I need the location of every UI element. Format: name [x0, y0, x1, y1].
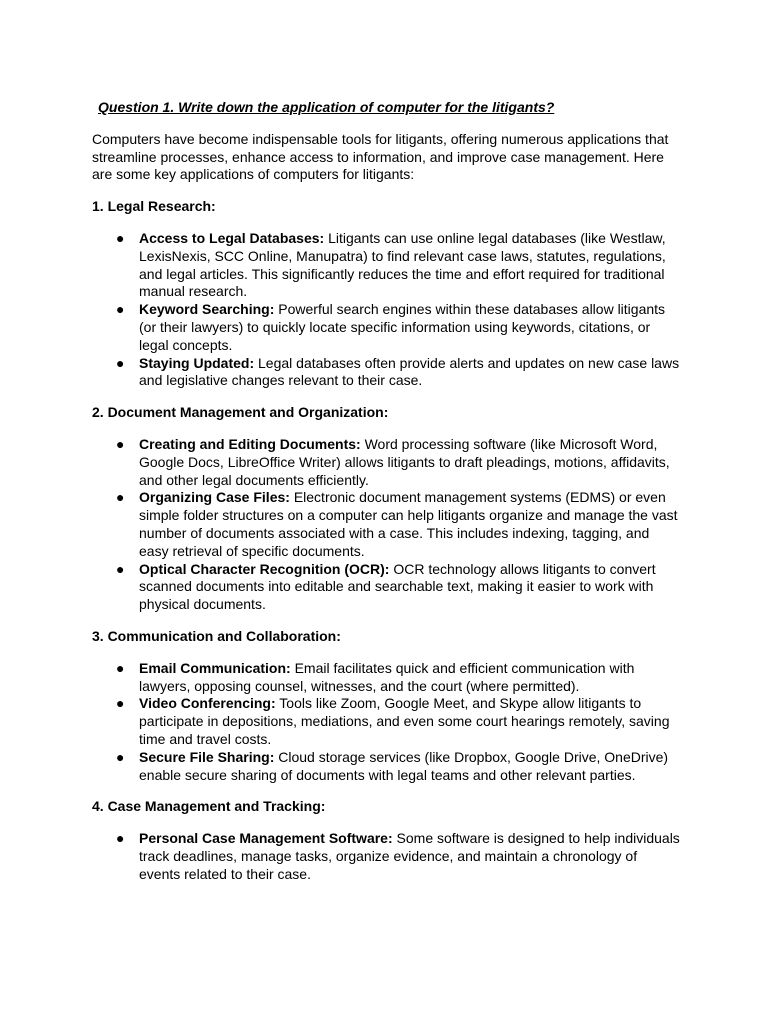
section-heading: 4. Case Management and Tracking: [92, 798, 326, 815]
list-item [92, 355, 682, 391]
list-item [92, 830, 682, 883]
item-title: Optical Character Recognition (OCR): [139, 560, 390, 577]
item-title: Staying Updated: [139, 354, 255, 371]
item-title: Secure File Sharing: [139, 748, 275, 765]
bullet-icon: ● [116, 435, 125, 452]
item-title: Email Communication: [139, 659, 291, 676]
item-text: Cloud storage services (like Dropbox, Google Drive, OneDrive) enable secure sharing of documents with legal teams and other relevant parties. [139, 748, 669, 783]
list-item [92, 561, 682, 614]
section-heading: 3. Communication and Collaboration: [92, 627, 341, 644]
bullet-icon: ● [116, 695, 125, 712]
section [92, 628, 682, 784]
bullet-icon: ● [116, 659, 125, 676]
item-title: Video Conferencing: [139, 695, 276, 712]
list-item [92, 660, 682, 696]
list-item [92, 230, 682, 301]
bullet-icon: ● [116, 560, 125, 577]
item-text: Electronic document management systems (EDMS) or even simple folder structures on a computer can help litigants organize and manage the vast number of documents associated with a case. This includes indexing, tagging, and easy retrieval of specific documents. [139, 489, 678, 559]
section [92, 798, 682, 883]
list-item [92, 695, 682, 748]
list-item [92, 301, 682, 354]
intro-paragraph: Computers have become indispensable tools for litigants, offering numerous applications that streamline processes, enhance access to information, and improve case management. Here are some key applications of computers for litigants: [92, 130, 669, 183]
section [92, 198, 682, 390]
bullet-icon: ● [116, 229, 125, 246]
bullet-icon: ● [116, 748, 125, 765]
bullet-list [92, 230, 682, 390]
section [92, 404, 682, 614]
sections-container [92, 198, 682, 883]
item-text: Tools like Zoom, Google Meet, and Skype allow litigants to participate in depositions, mediations, and even some court hearings remotely, saving time and travel costs. [139, 695, 670, 747]
item-text: Powerful search engines within these databases allow litigants (or their lawyers) to quickly locate specific information using keywords, citations, or legal concepts. [139, 301, 666, 353]
list-item [92, 489, 682, 560]
item-title: Personal Case Management Software: [139, 830, 393, 847]
list-item [92, 749, 682, 785]
bullet-icon: ● [116, 489, 125, 506]
bullet-list [92, 436, 682, 614]
item-title: Access to Legal Databases: [139, 229, 325, 246]
list-item [92, 436, 682, 489]
section-heading: 1. Legal Research: [92, 198, 216, 215]
section-heading: 2. Document Management and Organization: [92, 404, 389, 421]
item-text: Word processing software (like Microsoft Word, Google Docs, LibreOffice Writer) allows litigants to draft pleadings, motions, affidavits, and other legal documents efficiently. [139, 435, 670, 488]
bullet-icon: ● [116, 354, 125, 371]
bullet-list [92, 830, 682, 883]
document-content [92, 99, 682, 897]
item-text: OCR technology allows litigants to convert scanned documents into editable and searchable text, making it easier to work with physical documents. [139, 560, 656, 613]
item-title: Keyword Searching: [139, 301, 275, 318]
item-text: Legal databases often provide alerts and updates on new case laws and legislative changes relevant to their case. [139, 354, 680, 389]
item-text: Email facilitates quick and efficient communication with lawyers, opposing counsel, witnesses, and the court (where permitted). [139, 659, 635, 694]
item-text: Some software is designed to help individuals track deadlines, manage tasks, organize evidence, and maintain a chronology of events related to their case. [139, 830, 680, 882]
question-heading: Question 1. Write down the application of computer for the litigants? [98, 99, 555, 115]
item-text: Litigants can use online legal databases (like Westlaw, LexisNexis, SCC Online, Manupatra) to find relevant case laws, statutes, regulations, and legal articles. This significantly reduces the time and effort required for traditional manual research. [139, 229, 666, 300]
item-title: Creating and Editing Documents: [139, 435, 361, 452]
bullet-icon: ● [116, 830, 125, 847]
item-title: Organizing Case Files: [139, 489, 290, 506]
bullet-icon: ● [116, 301, 125, 318]
bullet-list [92, 660, 682, 785]
